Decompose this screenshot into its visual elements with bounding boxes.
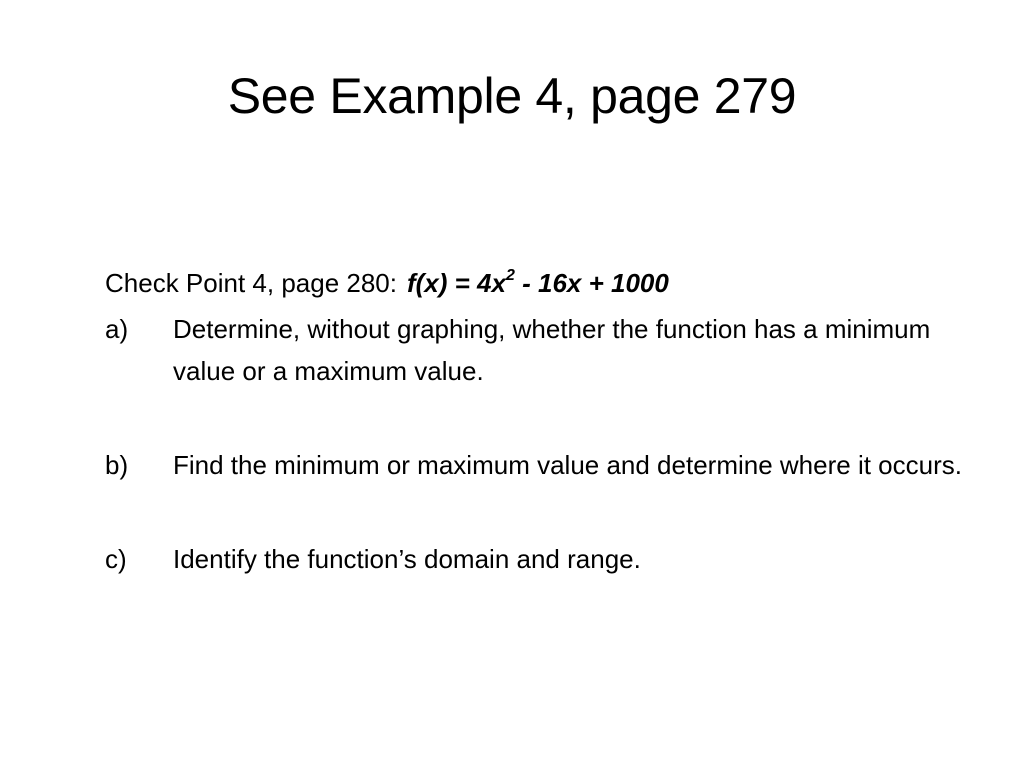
slide-title: See Example 4, page 279 [227,68,797,124]
list-item-c [105,538,985,580]
formula-exponent: 2 [505,267,515,285]
list-marker: c) [105,544,127,574]
formula-suffix: - 16x + 1000 [514,268,669,298]
checkpoint-line [105,262,985,304]
list-item-text: Find the minimum or maximum value and determine where it occurs. [173,450,962,480]
checkpoint-label: Check Point 4, page 280: [105,268,397,298]
function-formula [407,268,669,298]
formula-prefix: f(x) = 4x [406,268,506,298]
slide-body [105,262,985,580]
list-marker: b) [105,450,129,480]
list-item-a [105,308,985,392]
list-item-b [105,444,985,486]
list-item-text: Determine, without graphing, whether the function has a minimum value or a maximum value. [173,314,931,386]
list-marker: a) [105,314,129,344]
list-item-text: Identify the function’s domain and range. [173,544,641,574]
